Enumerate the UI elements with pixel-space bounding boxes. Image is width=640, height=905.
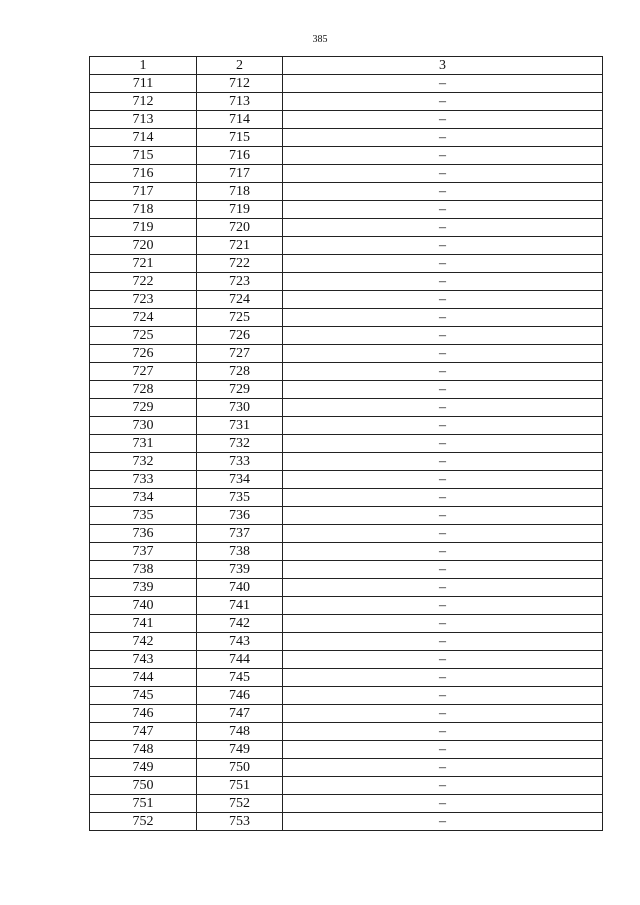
table-row xyxy=(90,345,603,363)
table-cell-col-3: – xyxy=(283,813,603,831)
table-cell-col-2: 714 xyxy=(197,111,283,129)
table-row xyxy=(90,453,603,471)
table-row xyxy=(90,723,603,741)
table-cell-col-3: – xyxy=(283,255,603,273)
table-cell-col-3: – xyxy=(283,651,603,669)
table-cell-col-3: – xyxy=(283,453,603,471)
table-cell-col-3: – xyxy=(283,777,603,795)
table-row xyxy=(90,741,603,759)
table-cell-col-2: 742 xyxy=(197,615,283,633)
table-cell-col-1: 719 xyxy=(90,219,197,237)
table-cell-col-1: 723 xyxy=(90,291,197,309)
table-cell-col-1: 726 xyxy=(90,345,197,363)
table-cell-col-2: 751 xyxy=(197,777,283,795)
table-row xyxy=(90,93,603,111)
table-row xyxy=(90,669,603,687)
table-cell-col-3: – xyxy=(283,363,603,381)
table-cell-col-1: 727 xyxy=(90,363,197,381)
table-cell-col-2: 753 xyxy=(197,813,283,831)
table-cell-col-2: 713 xyxy=(197,93,283,111)
table-cell-col-2: 746 xyxy=(197,687,283,705)
table-row xyxy=(90,399,603,417)
table-cell-col-1: 741 xyxy=(90,615,197,633)
table-cell-col-3: – xyxy=(283,381,603,399)
table-cell-col-1: 749 xyxy=(90,759,197,777)
table-cell-col-3: – xyxy=(283,75,603,93)
table-row xyxy=(90,381,603,399)
table-cell-col-1: 714 xyxy=(90,129,197,147)
table-cell-col-1: 712 xyxy=(90,93,197,111)
table-cell-col-2: 715 xyxy=(197,129,283,147)
table-cell-col-3: – xyxy=(283,111,603,129)
table-cell-col-1: 724 xyxy=(90,309,197,327)
table-cell-col-3: – xyxy=(283,525,603,543)
table-cell-col-3: – xyxy=(283,345,603,363)
table-row xyxy=(90,615,603,633)
table-cell-col-1: 740 xyxy=(90,597,197,615)
table-cell-col-3: – xyxy=(283,543,603,561)
table-cell-col-1: 750 xyxy=(90,777,197,795)
table-cell-col-2: 745 xyxy=(197,669,283,687)
table-cell-col-2: 750 xyxy=(197,759,283,777)
table-cell-col-3: – xyxy=(283,399,603,417)
table-cell-col-2: 735 xyxy=(197,489,283,507)
table-cell-col-2: 716 xyxy=(197,147,283,165)
table-cell-col-1: 745 xyxy=(90,687,197,705)
table-cell-col-3: – xyxy=(283,615,603,633)
table-row xyxy=(90,417,603,435)
table-row xyxy=(90,237,603,255)
table-cell-col-3: – xyxy=(283,759,603,777)
table-row xyxy=(90,759,603,777)
column-header-2: 2 xyxy=(197,57,283,75)
table-cell-col-1: 711 xyxy=(90,75,197,93)
table-cell-col-2: 719 xyxy=(197,201,283,219)
table-cell-col-1: 735 xyxy=(90,507,197,525)
table-cell-col-1: 751 xyxy=(90,795,197,813)
table-cell-col-2: 744 xyxy=(197,651,283,669)
table-cell-col-1: 720 xyxy=(90,237,197,255)
table-row xyxy=(90,255,603,273)
table-cell-col-2: 717 xyxy=(197,165,283,183)
table-cell-col-3: – xyxy=(283,165,603,183)
table-cell-col-2: 720 xyxy=(197,219,283,237)
table-row xyxy=(90,507,603,525)
table-row xyxy=(90,129,603,147)
table-cell-col-2: 749 xyxy=(197,741,283,759)
table-cell-col-1: 737 xyxy=(90,543,197,561)
table-cell-col-1: 725 xyxy=(90,327,197,345)
table-cell-col-1: 721 xyxy=(90,255,197,273)
table-cell-col-2: 734 xyxy=(197,471,283,489)
table-cell-col-1: 742 xyxy=(90,633,197,651)
table-row xyxy=(90,561,603,579)
table-cell-col-1: 732 xyxy=(90,453,197,471)
table-cell-col-2: 731 xyxy=(197,417,283,435)
table-row xyxy=(90,777,603,795)
table-cell-col-2: 729 xyxy=(197,381,283,399)
table-cell-col-2: 739 xyxy=(197,561,283,579)
page-number: 385 xyxy=(312,34,328,45)
table-row xyxy=(90,273,603,291)
table-cell-col-2: 747 xyxy=(197,705,283,723)
table-row xyxy=(90,291,603,309)
table-cell-col-1: 713 xyxy=(90,111,197,129)
table-cell-col-3: – xyxy=(283,201,603,219)
table-row xyxy=(90,201,603,219)
table-cell-col-3: – xyxy=(283,183,603,201)
table-cell-col-2: 741 xyxy=(197,597,283,615)
table-row xyxy=(90,111,603,129)
table-cell-col-2: 738 xyxy=(197,543,283,561)
table-cell-col-2: 726 xyxy=(197,327,283,345)
table-cell-col-3: – xyxy=(283,669,603,687)
table-cell-col-1: 734 xyxy=(90,489,197,507)
table-cell-col-2: 712 xyxy=(197,75,283,93)
table-cell-col-1: 716 xyxy=(90,165,197,183)
table-cell-col-1: 733 xyxy=(90,471,197,489)
table-cell-col-2: 737 xyxy=(197,525,283,543)
table-cell-col-1: 722 xyxy=(90,273,197,291)
table-cell-col-2: 733 xyxy=(197,453,283,471)
table-cell-col-3: – xyxy=(283,561,603,579)
table-cell-col-1: 731 xyxy=(90,435,197,453)
table-cell-col-2: 728 xyxy=(197,363,283,381)
table-cell-col-3: – xyxy=(283,219,603,237)
table-body xyxy=(90,75,603,831)
table-cell-col-3: – xyxy=(283,795,603,813)
table-cell-col-2: 724 xyxy=(197,291,283,309)
table-cell-col-2: 721 xyxy=(197,237,283,255)
table-cell-col-3: – xyxy=(283,237,603,255)
table-row xyxy=(90,543,603,561)
table-row xyxy=(90,687,603,705)
table-cell-col-3: – xyxy=(283,579,603,597)
table-cell-col-2: 725 xyxy=(197,309,283,327)
table-cell-col-1: 715 xyxy=(90,147,197,165)
table-cell-col-3: – xyxy=(283,507,603,525)
table-cell-col-1: 718 xyxy=(90,201,197,219)
table-row xyxy=(90,795,603,813)
table-cell-col-2: 736 xyxy=(197,507,283,525)
table-cell-col-2: 743 xyxy=(197,633,283,651)
table-row xyxy=(90,579,603,597)
table-cell-col-3: – xyxy=(283,723,603,741)
table-cell-col-2: 730 xyxy=(197,399,283,417)
table-cell-col-2: 722 xyxy=(197,255,283,273)
table-cell-col-1: 744 xyxy=(90,669,197,687)
table-cell-col-1: 738 xyxy=(90,561,197,579)
table-cell-col-3: – xyxy=(283,309,603,327)
table-row xyxy=(90,75,603,93)
table-cell-col-1: 748 xyxy=(90,741,197,759)
table-row xyxy=(90,633,603,651)
table-cell-col-1: 730 xyxy=(90,417,197,435)
table-cell-col-1: 743 xyxy=(90,651,197,669)
table-row xyxy=(90,219,603,237)
table-cell-col-3: – xyxy=(283,687,603,705)
table-cell-col-1: 746 xyxy=(90,705,197,723)
table-cell-col-3: – xyxy=(283,705,603,723)
table-row xyxy=(90,363,603,381)
table-row xyxy=(90,525,603,543)
table-cell-col-1: 739 xyxy=(90,579,197,597)
table-cell-col-2: 727 xyxy=(197,345,283,363)
table-row xyxy=(90,183,603,201)
table-row xyxy=(90,471,603,489)
table-row xyxy=(90,651,603,669)
table-cell-col-3: – xyxy=(283,741,603,759)
table-cell-col-2: 752 xyxy=(197,795,283,813)
table-row xyxy=(90,435,603,453)
table-row xyxy=(90,147,603,165)
table-cell-col-3: – xyxy=(283,417,603,435)
table-cell-col-3: – xyxy=(283,435,603,453)
table-row xyxy=(90,327,603,345)
table-row xyxy=(90,813,603,831)
table-cell-col-1: 729 xyxy=(90,399,197,417)
table-cell-col-1: 747 xyxy=(90,723,197,741)
table-cell-col-2: 748 xyxy=(197,723,283,741)
table-row xyxy=(90,165,603,183)
data-table xyxy=(89,56,603,831)
table-row xyxy=(90,705,603,723)
table-cell-col-3: – xyxy=(283,93,603,111)
table-cell-col-2: 718 xyxy=(197,183,283,201)
table-cell-col-3: – xyxy=(283,147,603,165)
table-cell-col-3: – xyxy=(283,633,603,651)
table-cell-col-3: – xyxy=(283,327,603,345)
table-cell-col-3: – xyxy=(283,471,603,489)
table-cell-col-3: – xyxy=(283,489,603,507)
table-cell-col-2: 723 xyxy=(197,273,283,291)
table-row xyxy=(90,597,603,615)
table-cell-col-3: – xyxy=(283,597,603,615)
table-row xyxy=(90,309,603,327)
table-cell-col-3: – xyxy=(283,291,603,309)
table-cell-col-1: 752 xyxy=(90,813,197,831)
column-header-1: 1 xyxy=(90,57,197,75)
table-cell-col-3: – xyxy=(283,273,603,291)
table-cell-col-3: – xyxy=(283,129,603,147)
table-cell-col-2: 732 xyxy=(197,435,283,453)
column-header-3: 3 xyxy=(283,57,603,75)
table-row xyxy=(90,489,603,507)
table-cell-col-1: 717 xyxy=(90,183,197,201)
table-cell-col-1: 736 xyxy=(90,525,197,543)
table-header-row xyxy=(90,57,603,75)
table-cell-col-1: 728 xyxy=(90,381,197,399)
table-cell-col-2: 740 xyxy=(197,579,283,597)
